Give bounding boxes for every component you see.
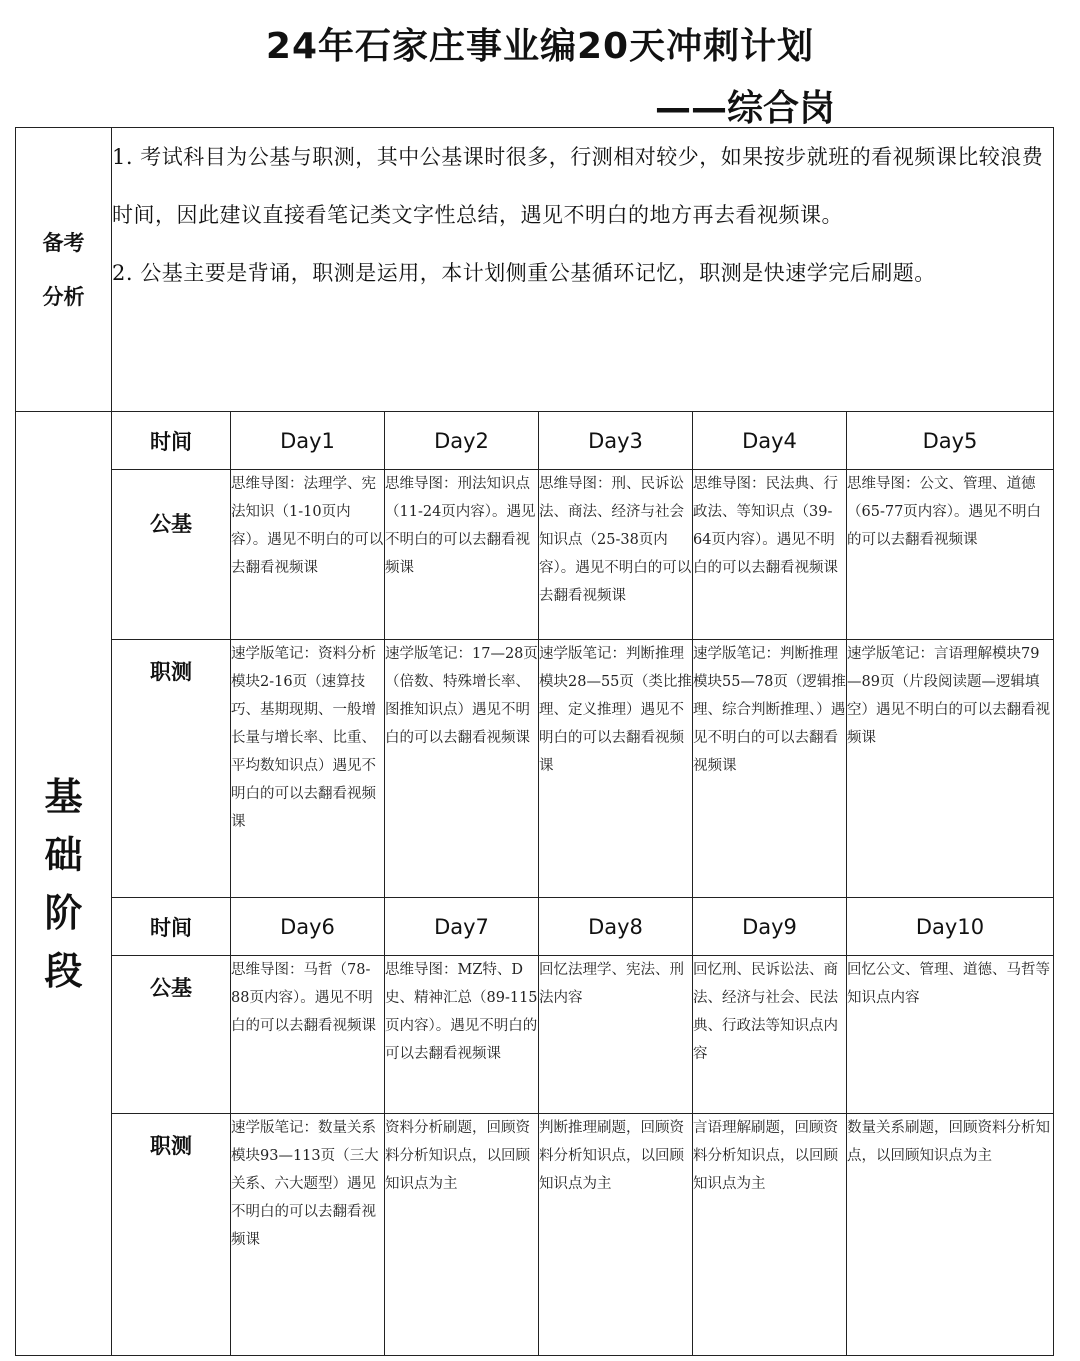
- stage-char: 础: [44, 831, 83, 877]
- analysis-label-line2: 分析: [42, 283, 85, 309]
- plan-cell: 思维导图：公文、管理、道德（65-77页内容）。遇见不明白的可以去翻看视频课: [847, 470, 1054, 640]
- plan-cell: 思维导图：马哲（78-88页内容）。遇见不明白的可以去翻看视频课: [231, 956, 385, 1114]
- stage-char: 基: [44, 773, 83, 819]
- plan-cell: 思维导图：刑法知识点（11-24页内容）。遇见不明白的可以去翻看视频课: [385, 470, 539, 640]
- plan-cell: 速学版笔记：17—28页（倍数、特殊增长率、图推知识点）遇见不明白的可以去翻看视频课: [385, 640, 539, 898]
- week1-time-row: [16, 412, 1054, 470]
- plan-cell: 思维导图：法理学、宪法知识（1-10页内容）。遇见不明白的可以去翻看视频课: [231, 470, 385, 640]
- analysis-point-1: 1. 考试科目为公基与职测，其中公基课时很多，行测相对较少，如果按步就班的看视频课比较浪费时间，因此建议直接看笔记类文字性总结，遇见不明白的地方再去看视频课。: [112, 145, 1044, 227]
- day-header: Day6: [231, 898, 385, 956]
- week2-gongji-row: [16, 956, 1054, 1114]
- stage-label: [16, 412, 112, 1356]
- plan-cell: 速学版笔记：判断推理模块28—55页（类比推理、定义推理）遇见不明白的可以去翻看视频课: [539, 640, 693, 898]
- plan-cell: 回忆法理学、宪法、刑法内容: [539, 956, 693, 1114]
- time-label: 时间: [112, 412, 231, 470]
- study-plan-table: [15, 127, 1054, 1356]
- analysis-row: [16, 128, 1054, 412]
- plan-cell: 思维导图：民法典、行政法、等知识点（39-64页内容）。遇见不明白的可以去翻看视频课: [693, 470, 847, 640]
- day-header: Day9: [693, 898, 847, 956]
- gongji-label: 公基: [112, 956, 231, 1114]
- analysis-text: [112, 128, 1054, 412]
- plan-cell: 思维导图：刑、民诉讼法、商法、经济与社会知识点（25-38页内容）。遇见不明白的可以去翻看视频课: [539, 470, 693, 640]
- plan-subtitle: ——综合岗: [654, 88, 835, 129]
- stage-char: 段: [44, 947, 83, 993]
- week1-zhice-row: [16, 640, 1054, 898]
- zhice-label: 职测: [112, 1114, 231, 1356]
- plan-cell: 速学版笔记：资料分析模块2-16页（速算技巧、基期现期、一般增长量与增长率、比重、平均数知识点）遇见不明白的可以去翻看视频课: [231, 640, 385, 898]
- stage-char: 阶: [44, 889, 83, 935]
- gongji-label: 公基: [112, 470, 231, 640]
- plan-cell: 数量关系刷题，回顾资料分析知点，以回顾知识点为主: [847, 1114, 1054, 1356]
- plan-cell: 回忆刑、民诉讼法、商法、经济与社会、民法典、行政法等知识点内容: [693, 956, 847, 1114]
- day-header: Day7: [385, 898, 539, 956]
- day-header: Day8: [539, 898, 693, 956]
- analysis-label: [16, 128, 112, 412]
- day-header: Day5: [847, 412, 1054, 470]
- day-header: Day10: [847, 898, 1054, 956]
- analysis-point-2: 2. 公基主要是背诵，职测是运用，本计划侧重公基循环记忆，职测是快速学完后刷题。: [112, 261, 936, 285]
- week2-time-row: [16, 898, 1054, 956]
- time-label: 时间: [112, 898, 231, 956]
- plan-cell: 思维导图：MZ特、D史、精神汇总（89-115页内容）。遇见不明白的可以去翻看视频课: [385, 956, 539, 1114]
- week1-gongji-row: [16, 470, 1054, 640]
- plan-title: 24年石家庄事业编20天冲刺计划: [265, 26, 815, 67]
- day-header: Day1: [231, 412, 385, 470]
- plan-cell: 速学版笔记：言语理解模块79—89页（片段阅读题—逻辑填空）遇见不明白的可以去翻看视频课: [847, 640, 1054, 898]
- plan-cell: 回忆公文、管理、道德、马哲等知识点内容: [847, 956, 1054, 1114]
- plan-cell: 判断推理刷题，回顾资料分析知识点，以回顾知识点为主: [539, 1114, 693, 1356]
- day-header: Day3: [539, 412, 693, 470]
- day-header: Day4: [693, 412, 847, 470]
- plan-cell: 资料分析刷题，回顾资料分析知识点，以回顾知识点为主: [385, 1114, 539, 1356]
- plan-cell: 速学版笔记：数量关系模块93—113页（三大关系、六大题型）遇见不明白的可以去翻看视频课: [231, 1114, 385, 1356]
- analysis-label-line1: 备考: [42, 229, 85, 255]
- plan-cell: 言语理解刷题，回顾资料分析知识点，以回顾知识点为主: [693, 1114, 847, 1356]
- week2-zhice-row: [16, 1114, 1054, 1356]
- plan-cell: 速学版笔记：判断推理模块55—78页（逻辑推理、综合判断推理、）遇见不明白的可以去翻看视频课: [693, 640, 847, 898]
- zhice-label: 职测: [112, 640, 231, 898]
- day-header: Day2: [385, 412, 539, 470]
